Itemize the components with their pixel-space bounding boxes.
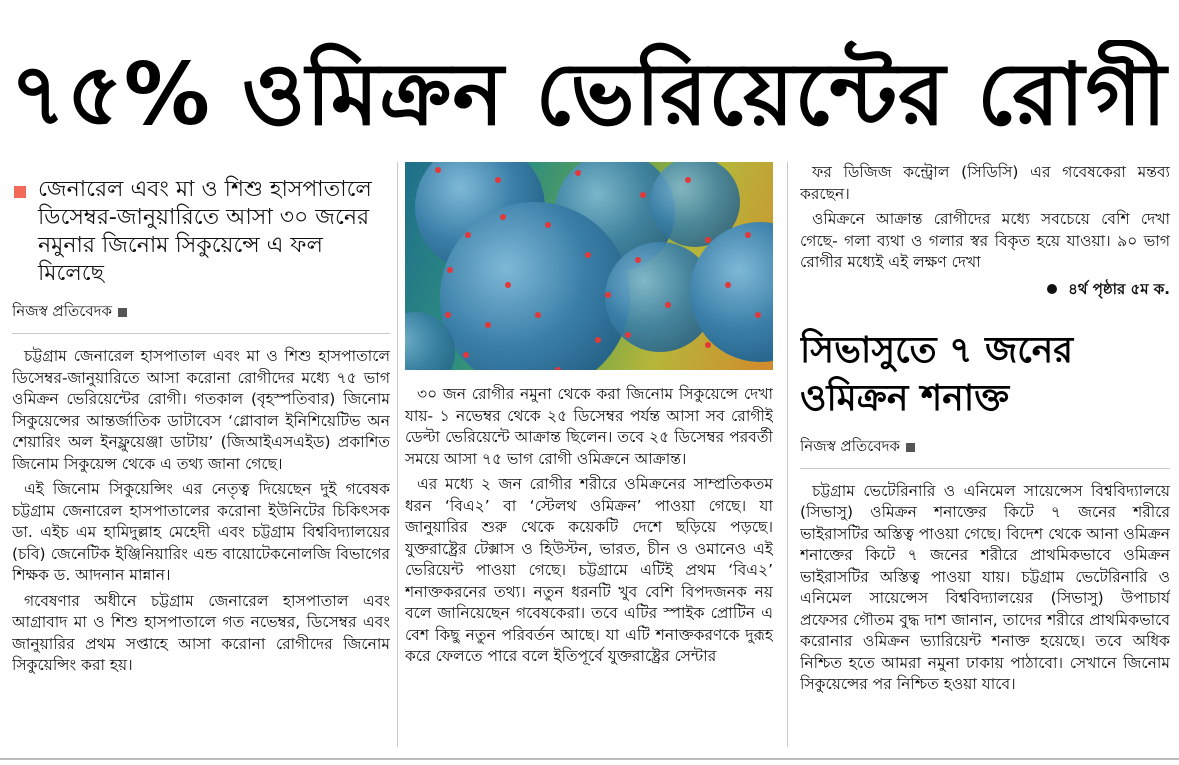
divider — [800, 468, 1170, 469]
paragraph: চট্টগ্রাম জেনারেল হাসপাতাল এবং মা ও শিশু হাসপাতালে ডিসেম্বর-জানুয়ারিতে আসা করোনা রোগীদের মধ্যে ৭৫ ভাগ ওমিক্রন ভেরিয়েন্টের রোগী। গতকাল (বৃহস্পতিবার) জিনোম সিকুয়েন্সের আন্তর্জাতিক ডাটাবেস ‘গ্লোবাল ইনিশিয়েটিভ অন শেয়ারিং অল ইনফ্লুয়েঞ্জা ডাটায়’ (জিআইএসএইড) প্রকাশিত জিনোম সিকুয়েন্স থেকে এ তথ্য জানা গেছে। — [12, 347, 390, 473]
highlight-text: জেনারেল এবং মা ও শিশু হাসপাতালে ডিসেম্বর-জানুয়ারিতে আসা ৩০ জনের নমুনার জিনোম সিকুয়েন্সে এ ফল মিলেছে — [38, 177, 372, 286]
byline-text: নিজস্ব প্রতিবেদক — [12, 302, 113, 320]
square-icon — [906, 443, 915, 452]
byline-text: নিজস্ব প্রতিবেদক — [800, 436, 901, 455]
divider — [12, 333, 390, 334]
byline — [800, 435, 1170, 460]
virus-image — [405, 162, 773, 370]
paragraph: এর মধ্যে ২ জন রোগীর শরীরে ওমিক্রনের সাম্প্রতিকতম ধরন ‘বিএ২’ বা ‘স্টেলথ ওমিক্রন’ পাওয়া গেছে। যা জানুয়ারির শুরু থেকে কয়েকটি দেশে ছড়িয়ে পড়ছে। যুক্তরাষ্ট্রের টেক্সাস ও হিউস্টন, ভারত, চীন ও ওমানেও এই ভেরিয়েন্ট পাওয়া গেছে। চট্টগ্রামে এটিই প্রথম ‘বিএ২’ শনাক্তকরনের তথ্য। নতুন ধরনটি খুব বেশি বিপদজনক নয় বলে জানিয়েছেন গবেষকেরা। তবে এটির স্পাইক প্রোটিন এ বেশ কিছু নতুন পরিবর্তন আছে। যা এটি শনাক্তকরণকে দুরূহ করে ফেলতে পারে বলে ইতিপূর্বে যুক্তরাষ্ট্রের সেন্টার — [405, 475, 773, 665]
paragraph: ওমিক্রনে আক্রান্ত রোগীদের মধ্যে সবচেয়ে বেশি দেখা গেছে- গলা ব্যথা ও গলার স্বর বিকৃত হয়ে যাওয়া। ৯০ ভাগ রোগীর মধ্যেই এই লক্ষণ দেখা — [800, 210, 1170, 271]
square-bullet-icon — [14, 186, 26, 198]
paragraph: এই জিনোম সিকুয়েন্সিং এর নেতৃত্ব দিয়েছেন দুই গবেষক চট্টগ্রাম জেনারেল হাসপাতালের করোনা ইউনিটের চিকিৎসক ডা. এইচ এম হামিদুল্লাহ মেহেদী এবং চট্টগ্রাম বিশ্ববিদ্যালয়ের (চবি) জেনেটিক ইঞ্জিনিয়ারিং এন্ড বায়োটেকনোলজি বিভাগের শিক্ষক ড. আদনান মান্নান। — [12, 480, 390, 584]
article-body — [800, 481, 1170, 696]
headline: ৭৫% ওমিক্রন ভেরিয়েন্টের রোগী — [10, 45, 1168, 145]
paragraph: গবেষণার অধীনে চট্টগ্রাম জেনারেল হাসপাতাল এবং আগ্রাবাদ মা ও শিশু হাসপাতালে গত নভেম্বর, ডিসেম্বর এবং জানুয়ারির প্রথম সপ্তাহে আসা করোনা রোগীদের জিনোম সিকুয়েন্সিং করা হয়। — [12, 591, 390, 674]
article-body — [12, 346, 390, 677]
middle-column — [405, 162, 773, 757]
continuation-text: ৪র্থ পৃষ্ঠার ৫ম ক. — [1068, 279, 1170, 298]
sub-headline: সিভাসুতে ৭ জনের ওমিক্রন শনাক্ত — [800, 329, 1074, 419]
paragraph: ফর ডিজিজ কন্ট্রোল (সিডিসি) এর গবেষকেরা মন্তব্য করছেন। — [800, 163, 1170, 203]
article-body — [800, 162, 1170, 274]
left-column — [12, 162, 390, 757]
square-icon — [118, 308, 127, 317]
byline — [12, 300, 390, 325]
column-rule — [787, 162, 788, 747]
right-column — [800, 162, 1170, 757]
continuation-note — [800, 278, 1170, 303]
highlight-box — [12, 176, 390, 288]
column-rule — [397, 162, 398, 747]
paragraph: ৩০ জন রোগীর নমুনা থেকে করা জিনোম সিকুয়েন্সে দেখা যায়- ১ নভেম্বর থেকে ২৫ ডিসেম্বর পর্যন্ত আসা সব রোগীই ডেল্টা ভেরিয়েন্টে আক্রান্ত ছিলেন। তবে ২৫ ডিসেম্বর পরবর্তী সময়ে আসা ৭৫ ভাগ রোগী ওমিক্রনে আক্রান্ত। — [405, 385, 773, 468]
bullet-icon — [1047, 284, 1057, 294]
paragraph: চট্টগ্রাম ভেটেরিনারি ও এনিমেল সায়েন্সেস বিশ্ববিদ্যালয়ে (সিভাসু) ওমিক্রন শনাক্তের কিটে ৭ জনের শরীরে ভাইরাসটির অস্তিত্ব পাওয়া গেছে। বিদেশ থেকে আনা ওমিক্রন শনাক্তের কিটে ৭ জনের শরীরে প্রাথমিকভাবে ওমিক্রন ভাইরাসটির অস্তিত্ব পাওয়া যায়। চট্টগ্রাম ভেটেরিনারি ও এনিমেল সায়েন্সেস বিশ্ববিদ্যালয়ের (সিভাসু) উপাচার্য প্রফেসর গৌতম বুদ্ধ দাশ জানান, তাদের শরীরে প্রাথমিকভাবে করোনার ওমিক্রন ভ্যারিয়েন্ট শনাক্ত হয়েছে। তবে অধিক নিশ্চিত হতে আমরা নমুনা ঢাকায় পাঠাবো। সেখানে জিনোম সিকুয়েন্সের পর নিশ্চিত হওয়া যাবে। — [800, 481, 1170, 693]
article-body — [405, 384, 773, 668]
bottom-rule — [0, 758, 1179, 760]
